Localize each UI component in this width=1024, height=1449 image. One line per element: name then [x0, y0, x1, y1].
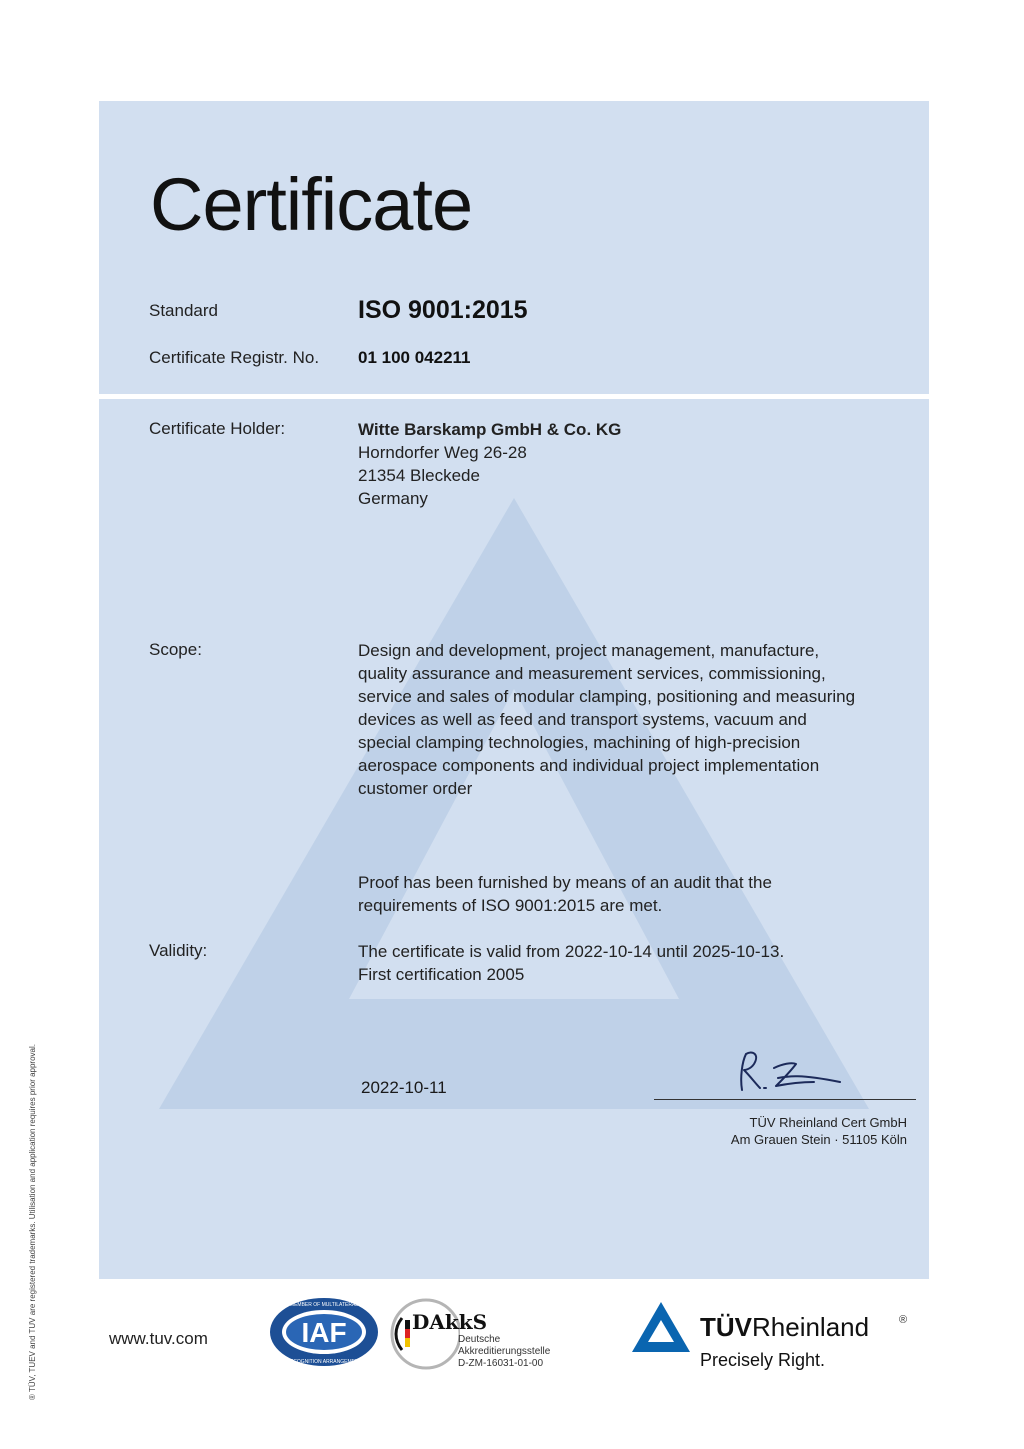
- proof-line: Proof has been furnished by means of an audit that the: [358, 873, 772, 892]
- holder-name: Witte Barskamp GmbH & Co. KG: [358, 420, 622, 439]
- holder-label: Certificate Holder:: [149, 419, 286, 438]
- scope-line: aerospace components and individual project implementation: [358, 756, 820, 775]
- standard-label: Standard: [149, 301, 218, 320]
- scope-line: special clamping technologies, machining of high-precision: [358, 733, 801, 752]
- page-title: Certificate: [150, 163, 473, 246]
- validity-label: Validity:: [149, 941, 208, 960]
- tuv-slogan: Precisely Right.: [700, 1350, 826, 1370]
- dakks-subtitle: [458, 1334, 550, 1370]
- standard-value: ISO 9001:2015: [358, 296, 528, 324]
- proof-statement: [358, 871, 772, 917]
- registration-value: 01 100 042211: [358, 348, 471, 367]
- holder-city: 21354 Bleckede: [358, 466, 480, 485]
- tuv-brand: [700, 1312, 869, 1343]
- svg-text:RECOGNITION ARRANGEMENT: RECOGNITION ARRANGEMENT: [286, 1359, 362, 1365]
- dakks-logo: [388, 1294, 568, 1374]
- holder-block: [358, 418, 621, 510]
- issue-date: 2022-10-11: [361, 1078, 447, 1097]
- website-link[interactable]: www.tuv.com: [109, 1329, 208, 1348]
- issuer-address: Am Grauen Stein · 51105 Köln: [730, 1132, 907, 1147]
- registration-label: Certificate Registr. No.: [149, 348, 320, 367]
- validity-line: First certification 2005: [358, 965, 525, 984]
- iaf-logo: [268, 1296, 380, 1368]
- dakks-sub-line: Deutsche: [458, 1334, 501, 1345]
- scope-line: Design and development, project management, manufacture,: [358, 641, 820, 660]
- signature: [730, 1048, 845, 1098]
- validity-text: [358, 940, 784, 986]
- validity-line: The certificate is valid from 2022-10-14 until 2025-10-13.: [358, 942, 785, 961]
- holder-street: Horndorfer Weg 26-28: [358, 443, 527, 462]
- scope-line: service and sales of modular clamping, positioning and measuring: [358, 687, 856, 706]
- tuv-brand-bold: TÜV: [700, 1312, 752, 1342]
- scope-line: quality assurance and measurement services, commissioning,: [358, 664, 826, 683]
- tuv-triangle-icon: [630, 1300, 692, 1354]
- scope-line: customer order: [358, 779, 473, 798]
- proof-line: requirements of ISO 9001:2015 are met.: [358, 896, 663, 915]
- dakks-sub-line: D-ZM-16031-01-00: [458, 1358, 544, 1369]
- issuer-name: TÜV Rheinland Cert GmbH: [749, 1115, 907, 1130]
- trademark-note: ® TÜV, TUEV and TUV are registered trademarks. Utilisation and application requires prior approval.: [28, 1044, 37, 1400]
- tuv-brand-rest: Rheinland: [752, 1312, 870, 1342]
- iaf-label: IAF: [301, 1317, 347, 1348]
- holder-country: Germany: [358, 489, 428, 508]
- dakks-sub-line: Akkreditierungsstelle: [458, 1346, 551, 1357]
- scope-label: Scope:: [149, 640, 202, 659]
- signature-line: [654, 1099, 916, 1100]
- scope-text: [358, 639, 855, 800]
- registered-mark: ®: [899, 1314, 908, 1326]
- dakks-name: DAkkS: [412, 1310, 488, 1334]
- issuer-block: [731, 1114, 907, 1148]
- scope-line: devices as well as feed and transport systems, vacuum and: [358, 710, 807, 729]
- dakks-mark-icon: [388, 1294, 460, 1374]
- svg-text:MEMBER OF MULTILATERAL: MEMBER OF MULTILATERAL: [289, 1302, 359, 1308]
